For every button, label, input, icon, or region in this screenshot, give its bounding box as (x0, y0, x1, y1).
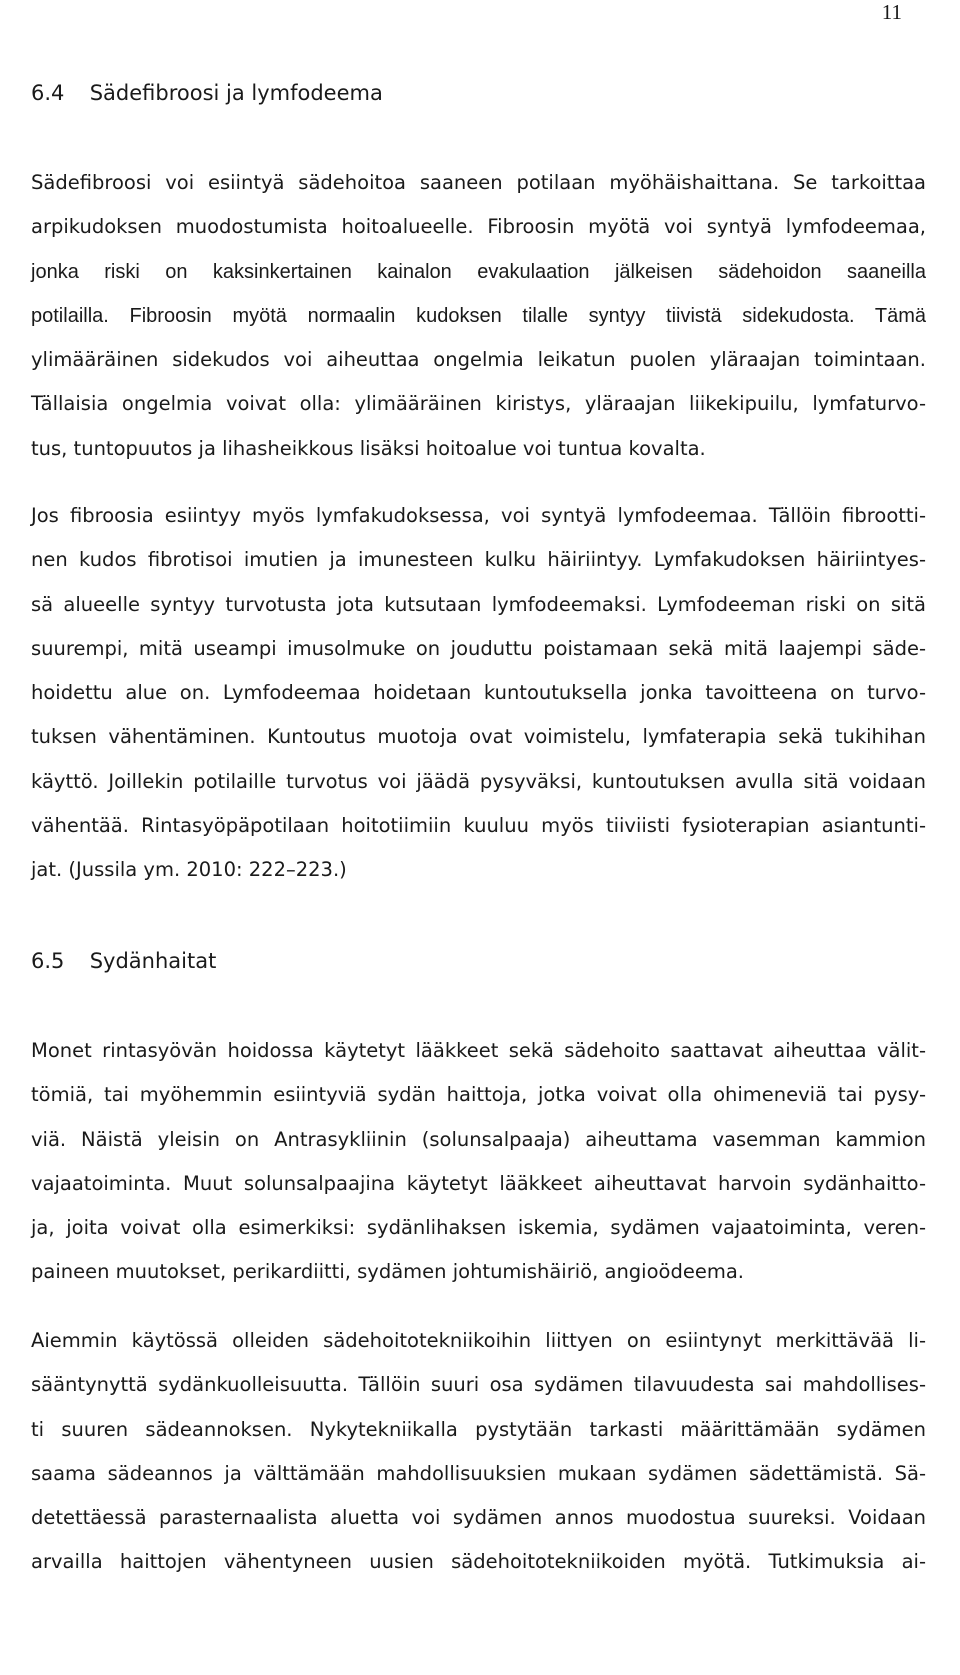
text-line: Monet rintasyövän hoidossa käytetyt lääkkeet sekä sädehoito saattavat aiheuttaa välit- (31, 1039, 926, 1062)
paragraph (31, 161, 926, 471)
text-line: arvailla haittojen vähentyneen uusien sädehoitotekniikoiden myötä. Tutkimuksia ai- (31, 1550, 926, 1574)
text-line: viä. Näistä yleisin on Antrasykliinin (solunsalpaaja) aiheuttama vasemman kammion (31, 1127, 926, 1151)
text-line: Aiemmin käytössä olleiden sädehoitotekniikoihin liittyen on esiintynyt merkittävää li- (31, 1329, 926, 1352)
text-line: Sädefibroosi voi esiintyä sädehoitoa saaneen potilaan myöhäishaittana. Se tarkoittaa (31, 171, 926, 194)
section-heading (31, 79, 383, 107)
text-line: hoidettu alue on. Lymfodeemaa hoidetaan kuntoutuksella jonka tavoitteena on turvo- (31, 681, 926, 705)
text-line: sä alueelle syntyy turvotusta jota kutsutaan lymfodeemaksi. Lymfodeeman riski on sitä (31, 592, 926, 616)
text-line: vähentää. Rintasyöpäpotilaan hoitotiimiin kuuluu myös tiiviisti fysioterapian asiantunti- (31, 814, 926, 838)
text-line: suurempi, mitä useampi imusolmuke on jouduttu poistamaan sekä mitä laajempi säde- (31, 636, 926, 660)
text-line: detettäessä parasternaalista aluetta voi sydämen annos muodostua suureksi. Voidaan (31, 1506, 926, 1530)
paragraph (31, 1029, 926, 1295)
text-line: vajaatoiminta. Muut solunsalpaajina käytetyt lääkkeet aiheuttavat harvoin sydänhaitto- (31, 1171, 926, 1195)
text-line: ja, joita voivat olla esimerkiksi: sydänlihaksen iskemia, sydämen vajaatoiminta, veren- (31, 1216, 926, 1240)
text-line: paineen muutokset, perikardiitti, sydämen johtumishäiriö, angioödeema. (31, 1260, 744, 1284)
text-line: tuksen vähentäminen. Kuntoutus muotoja ovat voimistelu, lymfaterapia sekä tukihihan (31, 725, 926, 749)
text-line: ylimääräinen sidekudos voi aiheuttaa ongelmia leikatun puolen yläraajan toimintaan. (31, 348, 926, 372)
text-line: käyttö. Joillekin potilaille turvotus voi jäädä pysyväksi, kuntoutuksen avulla sitä voidaan (31, 769, 926, 793)
text-line: saama sädeannos ja välttämään mahdollisuuksien mukaan sydämen sädettämistä. Sä- (31, 1461, 926, 1485)
paragraph (31, 1319, 926, 1585)
section-heading (31, 947, 216, 975)
section-number: 6.5 (31, 949, 65, 973)
text-line: Tällaisia ongelmia voivat olla: ylimääräinen kiristys, yläraajan liikekipuilu, lymfaturvo- (31, 392, 926, 416)
text-line: sääntynyttä sydänkuolleisuutta. Tällöin suuri osa sydämen tilavuudesta sai mahdollises- (31, 1373, 926, 1397)
text-line: jonka riski on kaksinkertainen kainalon evakulaation jälkeisen sädehoidon saaneilla (31, 260, 926, 283)
text-line: tömiä, tai myöhemmin esiintyviä sydän haittoja, jotka voivat olla ohimeneviä tai pysy- (31, 1083, 926, 1107)
text-line: nen kudos fibrotisoi imutien ja imunesteen kulku häiriintyy. Lymfakudoksen häiriintyes- (31, 548, 926, 572)
text-line: ti suuren sädeannoksen. Nykytekniikalla pystytään tarkasti määrittämään sydämen (31, 1417, 926, 1441)
text-line: arpikudoksen muodostumista hoitoalueelle. Fibroosin myötä voi syntyä lymfodeemaa, (31, 215, 926, 239)
paragraph (31, 494, 926, 893)
text-line: tus, tuntopuutos ja lihasheikkous lisäksi hoitoalue voi tuntua kovalta. (31, 436, 706, 460)
section-number: 6.4 (31, 81, 65, 105)
text-line: jat. (Jussila ym. 2010: 222–223.) (31, 858, 347, 882)
text-line: Jos fibroosia esiintyy myös lymfakudoksessa, voi syntyä lymfodeemaa. Tällöin fibrootti- (31, 504, 926, 527)
section-title: Sydänhaitat (89, 949, 217, 973)
text-line: potilailla. Fibroosin myötä normaalin kudoksen tilalle syntyy tiivistä sidekudosta. Tämä (31, 304, 926, 327)
page-number: 11 (881, 0, 902, 24)
section-title: Sädefibroosi ja lymfodeema (89, 81, 383, 105)
